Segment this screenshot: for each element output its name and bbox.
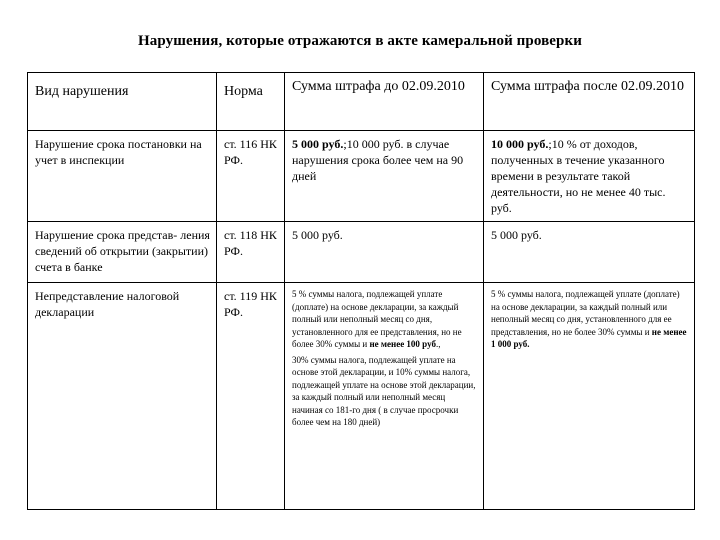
row-fine-after (484, 131, 695, 222)
fine-paragraph: 30% суммы налога, подлежащей уплате на основе этой декларации, и 10% суммы налога, подлежащей уплате на основе этой декларации, за каждый полный или неполный месяц начиная со 181-го дня ( в случае просрочки более чем на 180 дней) (292, 354, 476, 427)
table-header-row (28, 73, 695, 131)
row-violation: Нарушение срока представ- ления сведений об открытии (закрытии) счета в банке (28, 222, 217, 283)
header-norm: Норма (217, 73, 285, 131)
violations-table (27, 72, 695, 510)
row-norm: ст. 119 НК РФ. (217, 283, 285, 510)
row-norm: ст. 118 НК РФ. (217, 222, 285, 283)
table-row (28, 131, 695, 222)
table-row (28, 283, 695, 510)
row-fine-before: 5 000 руб. (285, 222, 484, 283)
row-fine-before (285, 131, 484, 222)
fine-detail: ;10 000 руб. в случае нарушения срока более чем на 90 дней (292, 137, 464, 183)
row-violation: Нарушение срока постановки на учет в инспекции (28, 131, 217, 222)
row-norm: ст. 116 НК РФ. (217, 131, 285, 222)
row-violation: Непредставление налоговой декларации (28, 283, 217, 510)
row-fine-before (285, 283, 484, 510)
fine-amount: 10 000 руб. (491, 137, 549, 151)
fine-amount: 5 000 руб. (292, 137, 344, 151)
header-fine-before: Сумма штрафа до 02.09.2010 (285, 73, 484, 131)
table-row (28, 222, 695, 283)
header-fine-after: Сумма штрафа после 02.09.2010 (484, 73, 695, 131)
fine-paragraph: 5 % суммы налога, подлежащей уплате (доплате) на основе декларации, за каждый полный или неполный месяц со дня, установленного для ее представления, но не более 30% суммы и не менее 1 000 руб. (491, 289, 687, 349)
fine-paragraph: 5 % суммы налога, подлежащей уплате (доплате) на основе декларации, за каждый полный или неполный месяц со дня, установленного для ее представления, но не более 30% суммы и не менее 100 руб., (292, 289, 462, 349)
header-violation: Вид нарушения (28, 73, 217, 131)
page-title: Нарушения, которые отражаются в акте камеральной проверки (138, 33, 582, 49)
row-fine-after (484, 283, 695, 510)
row-fine-after: 5 000 руб. (484, 222, 695, 283)
fine-detail: ;10 % от доходов, полученных в течение указанного времени в результате такой деятельности, но не менее 40 тыс. руб. (491, 137, 666, 215)
